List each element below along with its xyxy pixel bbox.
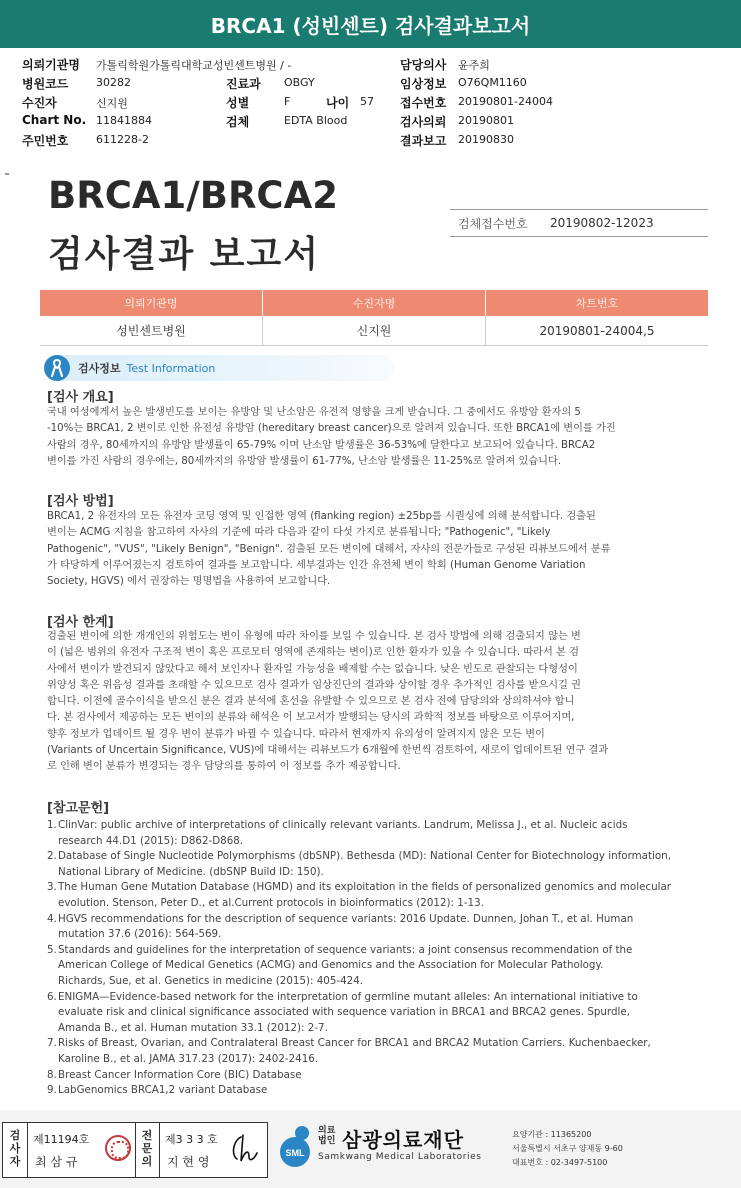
sex-value: F [284,95,291,108]
receipt-value: 20190802-12023 [550,216,654,230]
request-date-label: 검사의뢰 [400,115,447,129]
specimen-value: EDTA Blood [284,114,348,127]
org-type: 의료법인 [318,1126,336,1146]
limit-line: 로 인해 변이 분류가 변경되는 경우 담당의를 통하여 이 정보를 추가 제공합니다. [47,761,401,773]
reference-number: 8. [47,1068,57,1081]
specimen-label: 검체 [226,115,250,129]
reference-text [58,912,633,943]
contact-registration: 요양기관 : 11365200 [512,1130,592,1139]
reference-list [47,818,717,1099]
clinical-value: O76QM1160 [458,76,527,89]
specialist-label: 전 문 의 [141,1129,153,1168]
table-row [40,316,708,346]
department-label: 진료과 [226,77,261,91]
limit-line: 사에서 변이가 발견되지 않았다고 해서 보인자나 환자일 가능성을 배제할 수는 없습니다. 낮은 빈도로 관찰되는 다형성이 [47,663,578,675]
reference-item [47,990,717,1037]
divider [27,1123,28,1177]
clinical-label: 임상정보 [400,77,447,91]
method-line: 가 타당하게 이루어졌는지 검토하여 결과를 보고합니다. 세부결과는 인간 유전체 변이 학회 (Human Genome Variation [47,559,586,571]
limit-heading: [검사 한계] [47,615,114,630]
doc-title-line1: BRCA1/BRCA2 [48,174,338,217]
department-value: OBGY [284,76,315,89]
reference-line: Richards, Sue, et al. Genetics in medicine (2015): 405-424. [58,974,364,987]
reference-line: research 44.D1 (2015): D862-D868. [58,834,244,847]
limit-line: 향후 정보가 업데이트 될 경우 변이 분류가 바뀔 수 있습니다. 따라서 현재까지 유의성이 알려지지 않은 모든 변이 [47,728,545,740]
overview-line: 변이를 가진 사람의 경우에는, 80세까지의 유방암 발생률이 61-77%, 난소암 발생률은 11-25%로 알려져 있습니다. [47,455,562,467]
reference-line: National Library of Medicine. (dbSNP Build ID: 150). [58,865,324,878]
specialist-name: 지 현 영 [167,1155,210,1169]
physician-label: 담당의사 [400,58,447,72]
reference-item [47,1036,717,1067]
age-value: 57 [360,95,374,108]
table-header-row [40,290,708,316]
refs-heading: [참고문헌] [47,801,110,816]
reference-line: mutation 37.6 (2016): 564-569. [58,928,222,941]
limit-line: 위양성 혹은 위음성 결과를 초래할 수 있으므로 검사 결과가 임상진단의 결과와 상이할 경우 추가적인 검사를 받으시길 권 [47,679,582,691]
reference-number: 7. [47,1037,57,1050]
overview-line: 사람의 경우, 80세까지의 유방암 발생률이 65-79% 이며 난소암 발생률은 36-53%에 달한다고 보고되어 있습니다. BRCA2 [47,439,596,451]
tester-name: 최 삼 규 [35,1155,78,1169]
receipt-number-box [450,209,708,237]
table-cell-chart: 20190801-24004,5 [485,316,708,345]
reference-item [47,849,717,880]
reference-number: 2. [47,850,57,863]
reception-no-label: 접수번호 [400,96,447,110]
reference-text [58,849,671,880]
table-cell-patient: 신지원 [262,316,485,345]
scan-mark [5,173,9,175]
reference-text [58,818,628,849]
limit-line: 다. 본 검사에서 제공하는 모든 변이의 분류와 해석은 이 보고서가 발행되는 당시의 과학적 정보를 바탕으로 이루어지며, [47,712,575,724]
method-line: 변이는 ACMG 지침을 참고하여 자사의 기준에 따라 다음과 같이 다섯 가지로 분류됩니다; "Pathogenic", "Likely [47,527,551,539]
reference-number: 9. [47,1084,57,1097]
reference-text [58,1036,651,1067]
table-header-chart: 차트번호 [485,290,708,316]
reference-line: evaluate risk and clinical significance associated with sequence variation in BRCA1 and BRCA2 genes. Spurdle, [58,1006,630,1019]
svg-text:SML: SML [285,1148,305,1158]
signature-mark [227,1131,263,1167]
chart-value: 11841884 [96,114,152,127]
overview-line: -10%는 BRCA1, 2 변이로 인한 유전성 유방암 (hereditary breast cancer)으로 알려져 있습니다. 또한 BRCA1에 변이를 가진 [47,423,616,435]
reference-line: LabGenomics BRCA1,2 variant Database [58,1084,268,1097]
test-info-bar [44,355,394,381]
reference-line: The Human Gene Mutation Database (HGMD) and its exploitation in the fields of personalized genomics and molecular [58,881,672,894]
table-header-patient: 수진자명 [262,290,485,316]
report-date-value: 20190830 [458,133,514,146]
reference-item [47,943,717,990]
reference-line: Breast Cancer Information Core (BIC) Database [58,1068,302,1081]
doc-title-line2: 검사결과 보고서 [48,234,320,275]
reference-item [47,818,717,849]
reference-item [47,880,717,911]
table-header-institution: 의뢰기관명 [124,297,178,310]
reference-number: 6. [47,990,57,1003]
reference-item [47,912,717,943]
seal-stamp [105,1135,131,1161]
physician-value: 윤주희 [458,59,490,72]
divider [159,1123,160,1177]
reference-line: Database of Single Nucleotide Polymorphisms (dbSNP). Bethesda (MD): National Center for Biotechnology information, [58,850,671,863]
tester-label: 검 사 자 [9,1129,21,1168]
reference-line: American College of Medical Genetics (ACMG) and Genomics and the Association for Molecular Pathology. [58,959,604,972]
resident-label: 주민번호 [22,134,69,148]
patient-label: 수진자 [22,96,57,110]
ribbon-icon [44,355,70,381]
overview-heading: [검사 개요] [47,390,114,405]
test-info-label-en: Test Information [126,361,216,375]
overview-line: 국내 여성에게서 높은 발생빈도를 보이는 유방암 및 난소암은 유전적 영향을 크게 받습니다. 그 중에서도 유방암 환자의 5 [47,407,581,418]
reference-line: HGVS recommendations for the description of sequence variants: 2016 Update. Dunnen, Johan T., et al. Human [58,912,634,925]
reference-item [47,1068,717,1084]
contact-info [512,1128,623,1170]
tester-license-no: 제11194호 [33,1133,90,1146]
request-date-value: 20190801 [458,114,514,127]
report-title: BRCA1 (성빈센트) 검사결과보고서 [210,13,531,38]
reference-text [58,1083,267,1099]
report-title-bar [0,0,741,48]
chart-label: Chart No. [22,113,87,127]
limit-line: 이 (넓은 범위의 유전자 구조적 변이 혹은 프로모터 영역에 존재하는 변이)로 인한 환자가 있을 수 있습니다. 따라서 본 검 [47,647,580,659]
reference-line: Risks of Breast, Ovarian, and Contralateral Breast Cancer for BRCA1 and BRCA2 Mutation Carriers. Kuchenbaecker, [58,1037,651,1050]
sml-logo [272,1124,318,1170]
signature-box [2,1122,268,1178]
org-name-en: Samkwang Medical Laboratories [318,1152,482,1162]
report-date-label: 결과보고 [400,134,447,148]
contact-address: 서울특별시 서초구 양재동 9-60 [512,1144,623,1153]
institution-value: 가톨릭학원가톨릭대학교성빈센트병원 / - [96,59,292,72]
hospital-code-value: 30282 [96,76,131,89]
reference-number: 4. [47,912,57,925]
method-line: Society, HGVS) 에서 권장하는 명명법을 사용하여 보고합니다. [47,576,331,588]
reference-text [58,880,671,911]
method-paragraph [47,509,710,590]
specialist-license-no: 제3 3 3 호 [165,1133,218,1146]
reference-number: 5. [47,943,57,956]
resident-value: 611228-2 [96,133,149,146]
method-heading: [검사 방법] [47,494,114,509]
summary-table [40,290,708,346]
limit-line: 합니다. 이전에 골수이식을 받으신 분은 결과 분석에 혼선을 유발할 수 있으므로 본 검사 전에 담당의와 상의하셔야 합니 [47,696,575,708]
reference-line: Standards and guidelines for the interpretation of sequence variants: a joint consensus recommendation of the [58,943,633,956]
reference-line: ENIGMA—Evidence-based network for the interpretation of germline mutant alleles: An international initiative to [58,990,638,1003]
institution-label: 의뢰기관명 [22,58,80,72]
limit-paragraph [47,629,710,776]
reference-text [58,1068,302,1084]
reference-number: 1. [47,819,57,831]
reference-item [47,1083,717,1099]
divider [135,1123,136,1177]
table-cell-institution: 성빈센트병원 [116,324,186,338]
reference-line: Karoline B., et al. JAMA 317.23 (2017): 2402-2416. [58,1052,319,1065]
limit-line: 검출된 변이에 의한 개개인의 위험도는 변이 유형에 따라 차이를 보일 수 있습니다. 본 검사 방법에 의해 검출되지 않는 변 [47,631,581,642]
contact-phone: 대표번호 : 02-3497-5100 [512,1158,608,1167]
org-name: 삼광의료재단 [342,1128,464,1152]
reception-no-value: 20190801-24004 [458,95,553,108]
patient-value: 신지원 [96,97,128,110]
sex-label: 성별 [226,96,250,110]
reference-line: ClinVar: public archive of interpretations of clinically relevant variants. Landrum, Melissa J., et al. Nucleic acids [58,819,628,831]
receipt-label: 검체접수번호 [458,216,528,231]
overview-paragraph [47,405,710,470]
age-label: 나이 [326,96,350,110]
reference-number: 3. [47,881,57,894]
reference-text [58,990,638,1037]
reference-text [58,943,632,990]
hospital-code-label: 병원코드 [22,77,69,91]
footer [0,1110,741,1188]
reference-line: evolution. Stenson, Peter D., et al.Current protocols in bioinformatics (2012): 1-13. [58,896,484,909]
reference-line: Amanda B., et al. Human mutation 33.1 (2012): 2-7. [58,1021,328,1034]
test-info-label: 검사정보 [78,362,121,375]
limit-line: (Variants of Uncertain Significance, VUS)에 대해서는 리뷰보드가 6개월에 한번씩 검토하여, 새로이 업데이트된 연구 결과 [47,745,609,757]
method-line: BRCA1, 2 유전자의 모든 유전자 코딩 영역 및 인접한 영역 (flanking region) ±25bp를 시퀀싱에 의해 분석합니다. 검출된 [47,511,596,522]
method-line: Pathogenic", "VUS", "Likely Benign", "Benign". 검출된 모든 변이에 대해서, 자사의 전문가들로 구성된 리뷰보드에서 분류 [47,543,611,555]
